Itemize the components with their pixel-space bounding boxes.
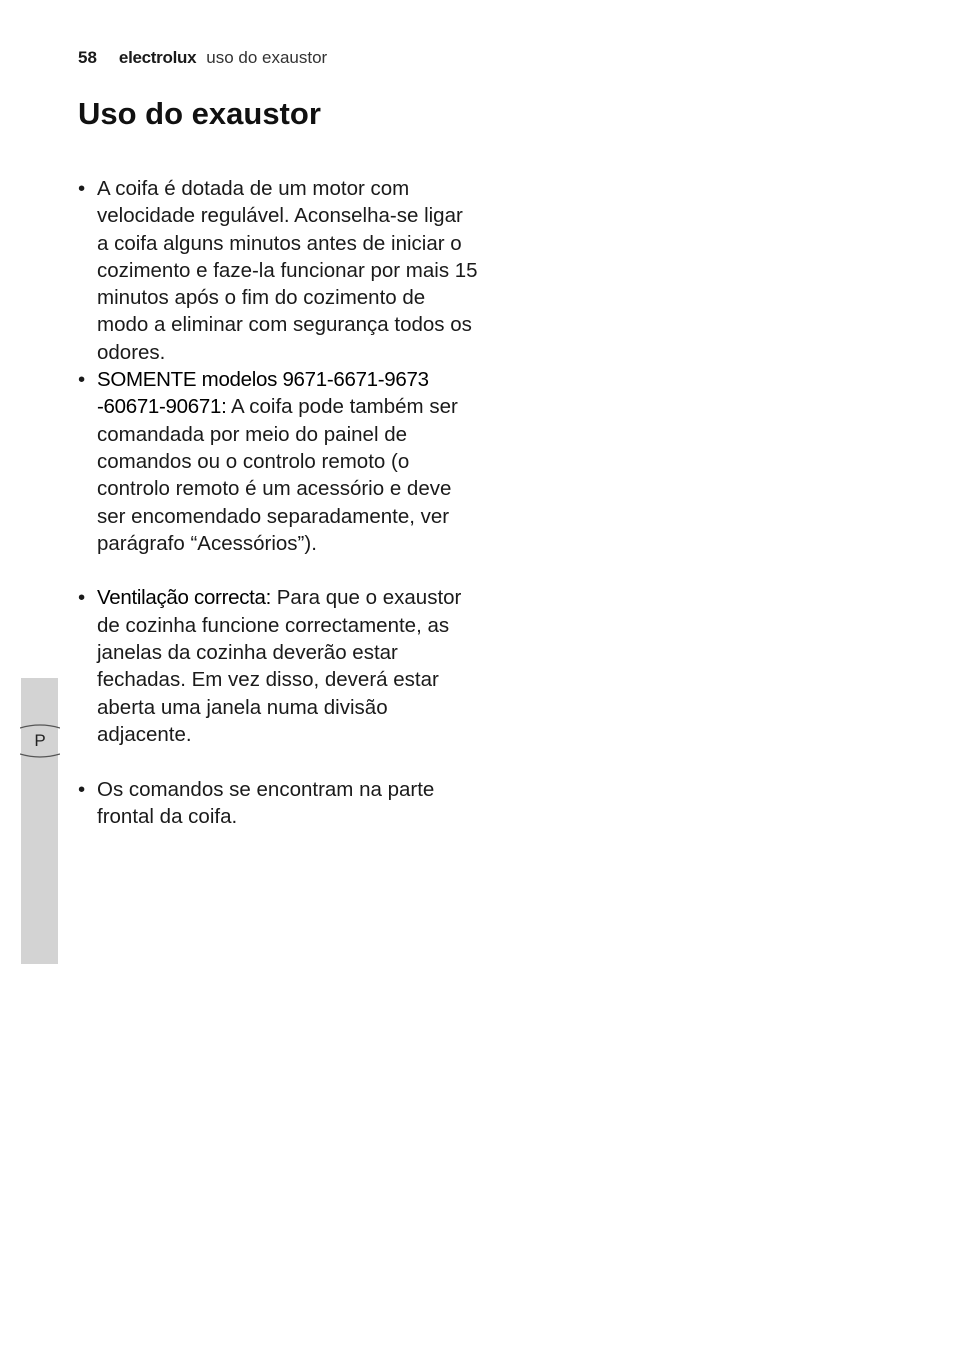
language-letter: P — [34, 731, 46, 750]
page-header — [78, 48, 327, 72]
bullet-icon: • — [78, 177, 86, 200]
bullet-icon: • — [78, 586, 86, 610]
page-number: 58 — [78, 48, 97, 67]
section-label: uso do exaustor — [206, 48, 328, 67]
language-side-tab — [21, 678, 58, 964]
bullet-icon: • — [78, 368, 86, 392]
item-text: A coifa pode também ser comandada por meio do painel de comandos ou o controlo remoto (o controlo remoto é um acessório e deve ser encomendado separadamente, ver parágrafo “Acessórios”). — [97, 395, 458, 555]
item-text: Os comandos se encontram na parte frontal da coifa. — [97, 777, 435, 828]
item-text: A coifa é dotada de um motor com velocidade regulável. Aconselha-se ligar a coifa alguns minutos antes de iniciar o cozimento e faze-la funcionar por mais 15 minutos após o fim do cozimento de modo a eliminar com segurança todos os odores. — [97, 177, 478, 364]
list-item-controls-location — [78, 776, 478, 831]
item-text: Para que o exaustor de cozinha funcione correctamente, as janelas da cozinha deverão estar fechadas. Em vez disso, deverá estar aberta uma janela numa divisão adjacente. — [97, 586, 462, 746]
list-item-motor-speed — [78, 175, 478, 366]
language-badge — [20, 724, 60, 758]
item-lead: SOMENTE modelos 9671-6671-9673 -60671-90671: — [97, 368, 429, 419]
brand-name: electrolux — [118, 48, 197, 67]
list-item-ventilation — [78, 584, 478, 748]
page-title: Uso do exaustor — [78, 96, 321, 131]
instruction-list — [78, 175, 478, 830]
list-item-remote-control — [78, 366, 478, 557]
bullet-icon: • — [78, 777, 86, 801]
item-lead: Ventilação correcta: — [97, 586, 272, 610]
